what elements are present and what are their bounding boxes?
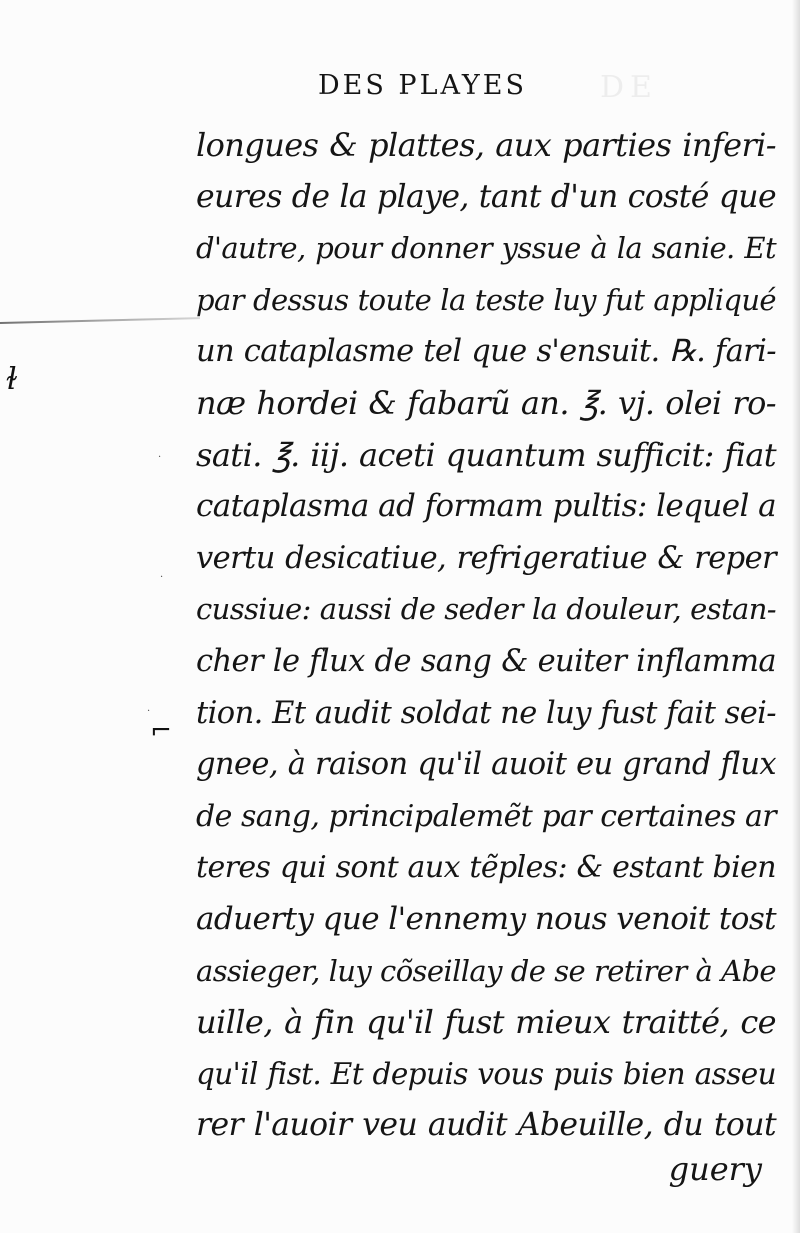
text-line: tion. Et audit soldat ne luy fust fait sei- bbox=[196, 695, 776, 731]
running-head: DES PLAYES bbox=[318, 70, 527, 101]
text-line: cher le flux de sang & euiter inflamma bbox=[196, 643, 776, 679]
text-line: cussiue: aussi de seder la douleur, estan- bbox=[196, 592, 776, 627]
margin-dot: · bbox=[158, 452, 162, 463]
text-line: aduerty que l'ennemy nous venoit tost bbox=[196, 900, 776, 937]
text-line: teres qui sont aux tẽples: & estant bien bbox=[196, 850, 776, 886]
text-line: sati. ℥. iij. aceti quantum sufficit: fiat bbox=[196, 435, 776, 474]
margin-mark: ɫ bbox=[6, 362, 18, 397]
text-line: eures de la playe, tant d'un costé que bbox=[196, 178, 776, 215]
margin-pencil-line bbox=[0, 317, 200, 324]
text-line: cataplasma ad formam pultis: lequel a bbox=[196, 488, 776, 525]
margin-dot: · bbox=[147, 706, 151, 717]
text-line: uille, à fin qu'il fust mieux traitté, ce bbox=[196, 1003, 776, 1042]
page-edge-shadow bbox=[792, 0, 800, 1233]
margin-dot: · bbox=[160, 572, 164, 583]
catchword: guery bbox=[668, 1150, 762, 1188]
body-text bbox=[196, 120, 776, 1152]
text-line: vertu desicatiue, refrigeratiue & reper bbox=[196, 540, 776, 576]
text-line: de sang, principalemẽt par certaines ar bbox=[196, 798, 776, 834]
text-line: næ hordei & fabarũ an. ℥. vj. olei ro- bbox=[196, 383, 776, 422]
margin-dash-mark: ⌐ bbox=[150, 716, 172, 746]
text-line: par dessus toute la teste luy fut appliqué bbox=[196, 282, 776, 317]
text-line: un cataplasme tel que s'ensuit. ℞. fari- bbox=[196, 334, 776, 370]
text-line: rer l'auoir veu audit Abeuille, du tout bbox=[196, 1107, 776, 1144]
text-line: qu'il fist. Et depuis vous puis bien asseu bbox=[196, 1056, 776, 1091]
text-line: longues & plattes, aux parties inferi- bbox=[196, 126, 776, 164]
text-line: gnee, à raison qu'il auoit eu grand flux bbox=[196, 747, 776, 783]
text-line: assieger, luy cõseillay de se retirer à Abe bbox=[196, 953, 776, 988]
show-through-text: DE bbox=[600, 70, 658, 105]
text-line: d'autre, pour donner yssue à la sanie. Et bbox=[196, 231, 776, 266]
